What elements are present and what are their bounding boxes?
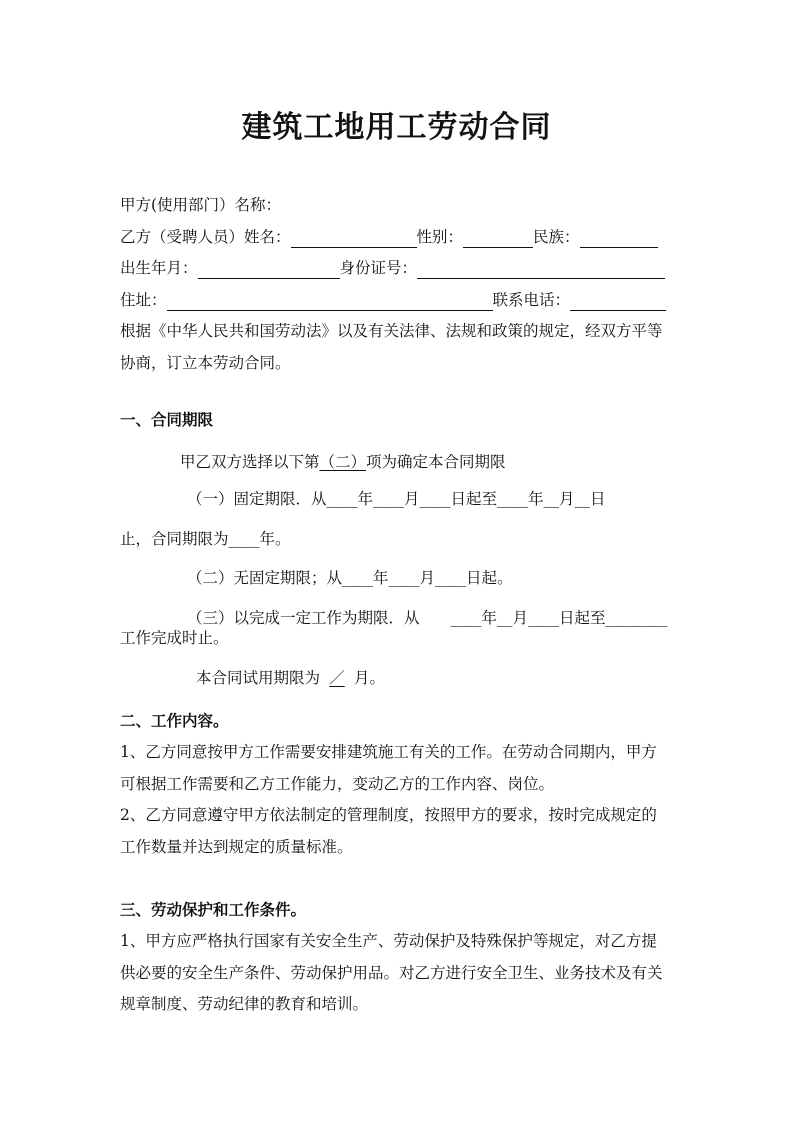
section-2-p2-line-2: 工作数量并达到规定的质量标准。 <box>120 838 353 856</box>
section-2-p1-line-2: 可根据工作需要和乙方工作能力，变动乙方的工作内容、岗位。 <box>120 775 555 793</box>
task-term-line-2: 工作完成时止。 <box>120 629 229 647</box>
phone-label: 联系电话： <box>492 291 571 309</box>
party-a-line <box>120 194 680 216</box>
fixed-term-line: （一）固定期限．从____年____月____日起至____年__月__日 <box>187 490 606 508</box>
preamble-line-1: 根据《中华人民共和国劳动法》以及有关法律、法规和政策的规定，经双方平等 <box>120 322 663 340</box>
probation-suffix: 月。 <box>354 669 386 687</box>
section-3-heading: 三、劳动保护和工作条件。 <box>120 901 307 919</box>
address-phone-line <box>120 289 680 311</box>
term-choice-prefix: 甲乙双方选择以下第 <box>180 453 320 471</box>
section-1-heading: 一、合同期限 <box>120 411 214 429</box>
term-choice-suffix: 项为确定本合同期限 <box>366 453 506 471</box>
section-3-p1-line-3: 规章制度、劳动纪律的教育和培训。 <box>120 995 369 1013</box>
term-choice-value[interactable]: （二） <box>319 453 367 471</box>
birth-label: 出生年月： <box>120 259 198 277</box>
section-3-p1-line-1: 1、甲方应严格执行国家有关安全生产、劳动保护及特殊保护等规定，对乙方提 <box>120 932 657 950</box>
preamble-line-2: 协商，订立本劳动合同。 <box>120 354 291 372</box>
birth-id-line <box>120 257 680 279</box>
ethnicity-label: 民族： <box>533 228 580 246</box>
address-label: 住址： <box>120 291 167 309</box>
party-a-label: 甲方(使用部门）名称： <box>120 196 282 214</box>
party-b-line <box>120 226 680 248</box>
open-term-line: （二）无固定期限；从____年____月____日起。 <box>187 569 513 587</box>
gender-field[interactable] <box>463 231 533 248</box>
id-field[interactable] <box>417 262 665 279</box>
name-field[interactable] <box>291 231 417 248</box>
id-label: 身份证号： <box>339 259 418 277</box>
ethnicity-field[interactable] <box>580 231 658 248</box>
party-b-name-label: 乙方（受聘人员）姓名： <box>120 228 291 246</box>
gender-label: 性别： <box>416 228 464 246</box>
section-3-p1-line-2: 供必要的安全生产条件、劳动保护用品。对乙方进行安全卫生、业务技术及有关 <box>120 964 663 982</box>
fixed-term-line-2: 止，合同期限为____年。 <box>120 530 291 548</box>
birth-field[interactable] <box>198 262 340 279</box>
probation-line <box>196 667 756 689</box>
term-choice-line <box>180 451 740 473</box>
phone-field[interactable] <box>570 294 666 311</box>
task-term-line: （三）以完成一定工作为期限．从 ____年__月____日起至________ <box>187 609 668 627</box>
section-2-p1-line-1: 1、乙方同意按甲方工作需要安排建筑施工有关的工作。在劳动合同期内，甲方 <box>120 743 657 761</box>
probation-value[interactable]: ／ <box>329 669 345 687</box>
section-2-heading: 二、工作内容。 <box>120 712 229 730</box>
document-title: 建筑工地用工劳动合同 <box>241 110 552 145</box>
address-field[interactable] <box>167 294 493 311</box>
probation-prefix: 本合同试用期限为 <box>196 669 321 687</box>
section-2-p2-line-1: 2、乙方同意遵守甲方依法制定的管理制度，按照甲方的要求，按时完成规定的 <box>120 806 657 824</box>
